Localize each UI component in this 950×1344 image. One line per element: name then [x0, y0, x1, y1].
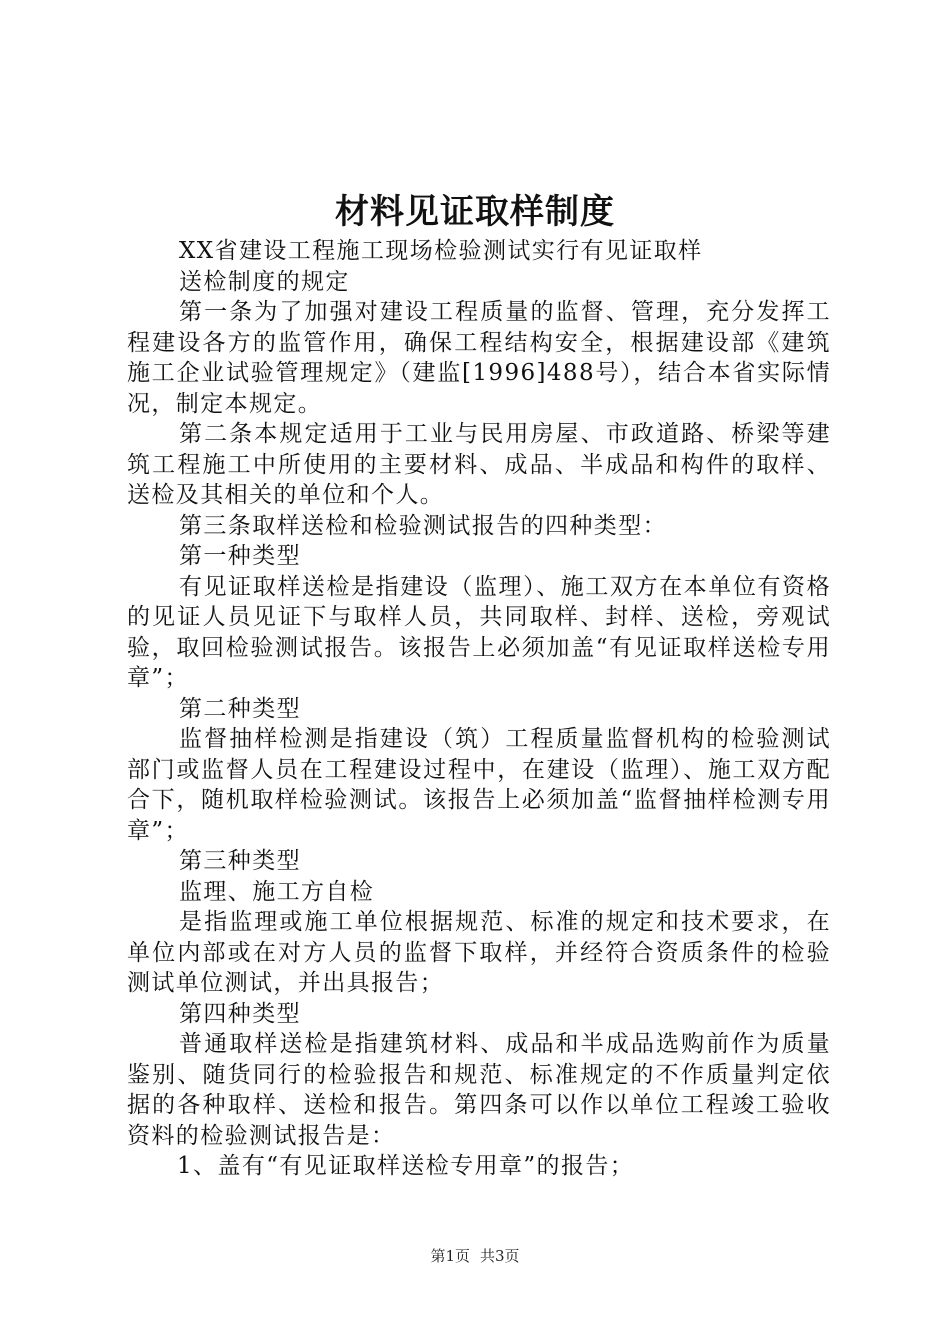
paragraph: 第二条本规定适用于工业与民用房屋、市政道路、桥梁等建筑工程施工中所使用的主要材料、成品、半成品和构件的取样、送检及其相关的单位和个人。: [127, 421, 831, 508]
section-heading: 第一种类型: [179, 543, 301, 569]
section-heading: 第二种类型: [179, 695, 301, 722]
page-footer: [0, 1245, 950, 1266]
paragraph: 是指监理或施工单位根据规范、标准的规定和技术要求，在单位内部或在对方人员的监督下取样，并经符合资质条件的检验测试单位测试，并出具报告；: [127, 909, 831, 996]
page-number: 第1页: [430, 1247, 470, 1265]
paragraph: 第一条为了加强对建设工程质量的监督、管理，充分发挥工程建设各方的监管作用，确保工程结构安全，根据建设部《建筑施工企业试验管理规定》（建监[1996]488号），结合本省实际情况，制定本规定。: [127, 299, 831, 417]
paragraph: 送检制度的规定: [179, 268, 350, 295]
paragraph: 监督抽样检测是指建设（筑）工程质量监督机构的检验测试部门或监督人员在工程建设过程中，在建设（监理）、施工双方配合下，随机取样检验测试。该报告上必须加盖“监督抽样检测专用章”；: [127, 726, 831, 844]
paragraph: 有见证取样送检是指建设（监理）、施工双方在本单位有资格的见证人员见证下与取样人员，共同取样、封样、送检，旁观试验，取回检验测试报告。该报告上必须加盖“有见证取样送检专用章”；: [127, 573, 831, 691]
document-title: 材料见证取样制度: [335, 192, 615, 232]
paragraph: 普通取样送检是指建筑材料、成品和半成品选购前作为质量鉴别、随货同行的检验报告和规范、标准规定的不作质量判定依据的各种取样、送检和报告。第四条可以作以单位工程竣工验收资料的检验测试报告是：: [127, 1031, 831, 1149]
list-item: 1、盖有“有见证取样送检专用章”的报告；: [177, 1153, 635, 1179]
page-total: 共3页: [480, 1247, 520, 1265]
paragraph: 第三条取样送检和检验测试报告的四种类型：: [179, 512, 667, 539]
section-heading: 第四种类型: [179, 1000, 301, 1027]
paragraph: XX省建设工程施工现场检验测试实行有见证取样: [179, 238, 703, 264]
section-heading: 第三种类型: [179, 848, 301, 874]
paragraph: 监理、施工方自检: [179, 878, 375, 905]
document-body: [127, 236, 831, 1182]
